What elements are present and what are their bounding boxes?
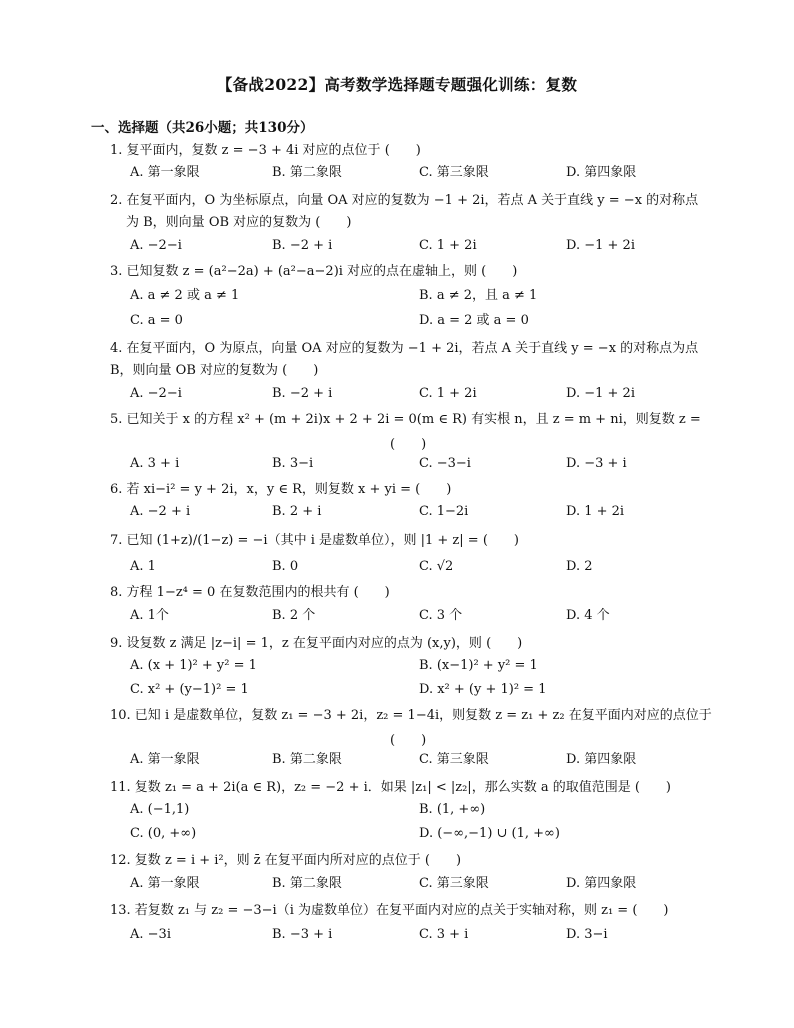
question-9-option-a: A. (x + 1)² + y² = 1 [130, 658, 257, 673]
question-12-stem: 12. 复数 z = i + i²，则 z̄ 在复平面内所对应的点位于 ( ) [110, 853, 462, 868]
question-12-option-a: A. 第一象限 [130, 876, 200, 891]
question-1-option-b: B. 第二象限 [272, 165, 342, 180]
question-2-stem: 2. 在复平面内，O 为坐标原点，向量 OA 对应的复数为 −1 + 2i，若点 A 关于直线 y = −x 的对称点 [110, 193, 699, 208]
question-3-option-b: B. a ≠ 2，且 a ≠ 1 [419, 288, 538, 303]
page-title: 【备战2022】高考数学选择题专题强化训练：复数 [216, 75, 578, 94]
question-4-stem: 4. 在复平面内，O 为原点，向量 OA 对应的复数为 −1 + 2i，若点 A 关于直线 y = −x 的对称点为点 [110, 341, 699, 356]
question-5-option-b: B. 3−i [272, 456, 314, 471]
question-10-stem: 10. 已知 i 是虚数单位，复数 z₁ = −3 + 2i，z₂ = 1−4i，则复数 z = z₁ + z₂ 在复平面内对应的点位于 [110, 708, 712, 723]
section-heading: 一、选择题（共26小题；共130分） [91, 120, 314, 136]
question-10-option-d: D. 第四象限 [566, 752, 637, 767]
question-9-option-b: B. (x−1)² + y² = 1 [419, 658, 538, 673]
question-7-stem: 7. 已知 (1+z)/(1−z) = −i（其中 i 是虚数单位），则 |1 + z| = ( ) [110, 533, 519, 548]
question-6-stem: 6. 若 xi−i² = y + 2i，x，y ∈ R，则复数 x + yi = ( ) [110, 482, 452, 497]
question-6-option-b: B. 2 + i [272, 504, 322, 519]
question-7-option-c: C. √2 [419, 559, 454, 574]
question-13-option-b: B. −3 + i [272, 927, 333, 942]
question-2-option-c: C. 1 + 2i [419, 238, 477, 253]
question-5-option-a: A. 3 + i [130, 456, 180, 471]
question-10-option-b: B. 第二象限 [272, 752, 342, 767]
question-4-option-b: B. −2 + i [272, 386, 333, 401]
question-8-stem: 8. 方程 1−z⁴ = 0 在复数范围内的根共有 ( ) [110, 585, 390, 600]
question-10-option-a: A. 第一象限 [130, 752, 200, 767]
question-12-option-c: C. 第三象限 [419, 876, 489, 891]
question-4-stem-cont: B，则向量 OB 对应的复数为 ( ) [110, 363, 319, 378]
question-6-option-d: D. 1 + 2i [566, 504, 625, 519]
question-4-option-c: C. 1 + 2i [419, 386, 477, 401]
question-11-stem: 11. 复数 z₁ = a + 2i(a ∈ R)，z₂ = −2 + i．如果 |z₁| < |z₂|，那么实数 a 的取值范围是 ( ) [110, 780, 671, 795]
question-1-option-c: C. 第三象限 [419, 165, 489, 180]
question-12-option-b: B. 第二象限 [272, 876, 342, 891]
question-1-stem: 1. 复平面内，复数 z = −3 + 4i 对应的点位于 ( ) [110, 143, 421, 158]
question-6-option-a: A. −2 + i [130, 504, 191, 519]
question-5-stem: 5. 已知关于 x 的方程 x² + (m + 2i)x + 2 + 2i = 0(m ∈ R) 有实根 n，且 z = m + ni，则复数 z = [110, 412, 701, 427]
question-13-option-a: A. −3i [130, 927, 171, 942]
question-12-option-d: D. 第四象限 [566, 876, 637, 891]
question-11-option-c: C. (0, +∞) [130, 826, 197, 841]
question-5-answer-paren: ( ) [390, 437, 427, 452]
question-8-option-d: D. 4 个 [566, 608, 610, 623]
question-11-option-d: D. (−∞,−1) ∪ (1, +∞) [419, 826, 560, 841]
question-7-option-b: B. 0 [272, 559, 299, 574]
question-7-option-a: A. 1 [130, 559, 156, 574]
question-13-option-c: C. 3 + i [419, 927, 469, 942]
question-13-option-d: D. 3−i [566, 927, 608, 942]
question-5-option-d: D. −3 + i [566, 456, 627, 471]
question-10-answer-paren: ( ) [390, 733, 427, 748]
question-9-option-d: D. x² + (y + 1)² = 1 [419, 682, 547, 697]
question-7-option-d: D. 2 [566, 559, 593, 574]
question-3-option-a: A. a ≠ 2 或 a ≠ 1 [130, 288, 240, 303]
question-3-stem: 3. 已知复数 z = (a²−2a) + (a²−a−2)i 对应的点在虚轴上，则 ( ) [110, 264, 518, 279]
question-9-stem: 9. 设复数 z 满足 |z−i| = 1，z 在复平面内对应的点为 (x,y)，则 ( ) [110, 636, 523, 651]
question-9-option-c: C. x² + (y−1)² = 1 [130, 682, 249, 697]
question-8-option-a: A. 1个 [130, 608, 169, 623]
question-13-stem: 13. 若复数 z₁ 与 z₂ = −3−i（i 为虚数单位）在复平面内对应的点关于实轴对称，则 z₁ = ( ) [110, 903, 669, 918]
question-2-stem-cont: 为 B，则向量 OB 对应的复数为 ( ) [126, 215, 352, 230]
question-2-option-a: A. −2−i [130, 238, 182, 253]
question-1-option-a: A. 第一象限 [130, 165, 200, 180]
question-4-option-d: D. −1 + 2i [566, 386, 635, 401]
question-8-option-b: B. 2 个 [272, 608, 316, 623]
question-1-option-d: D. 第四象限 [566, 165, 637, 180]
question-8-option-c: C. 3 个 [419, 608, 463, 623]
question-6-option-c: C. 1−2i [419, 504, 469, 519]
question-10-option-c: C. 第三象限 [419, 752, 489, 767]
question-3-option-c: C. a = 0 [130, 313, 183, 328]
question-11-option-a: A. (−1,1) [130, 802, 190, 817]
question-5-option-c: C. −3−i [419, 456, 471, 471]
question-4-option-a: A. −2−i [130, 386, 182, 401]
question-3-option-d: D. a = 2 或 a = 0 [419, 313, 529, 328]
question-2-option-b: B. −2 + i [272, 238, 333, 253]
question-11-option-b: B. (1, +∞) [419, 802, 486, 817]
question-2-option-d: D. −1 + 2i [566, 238, 635, 253]
